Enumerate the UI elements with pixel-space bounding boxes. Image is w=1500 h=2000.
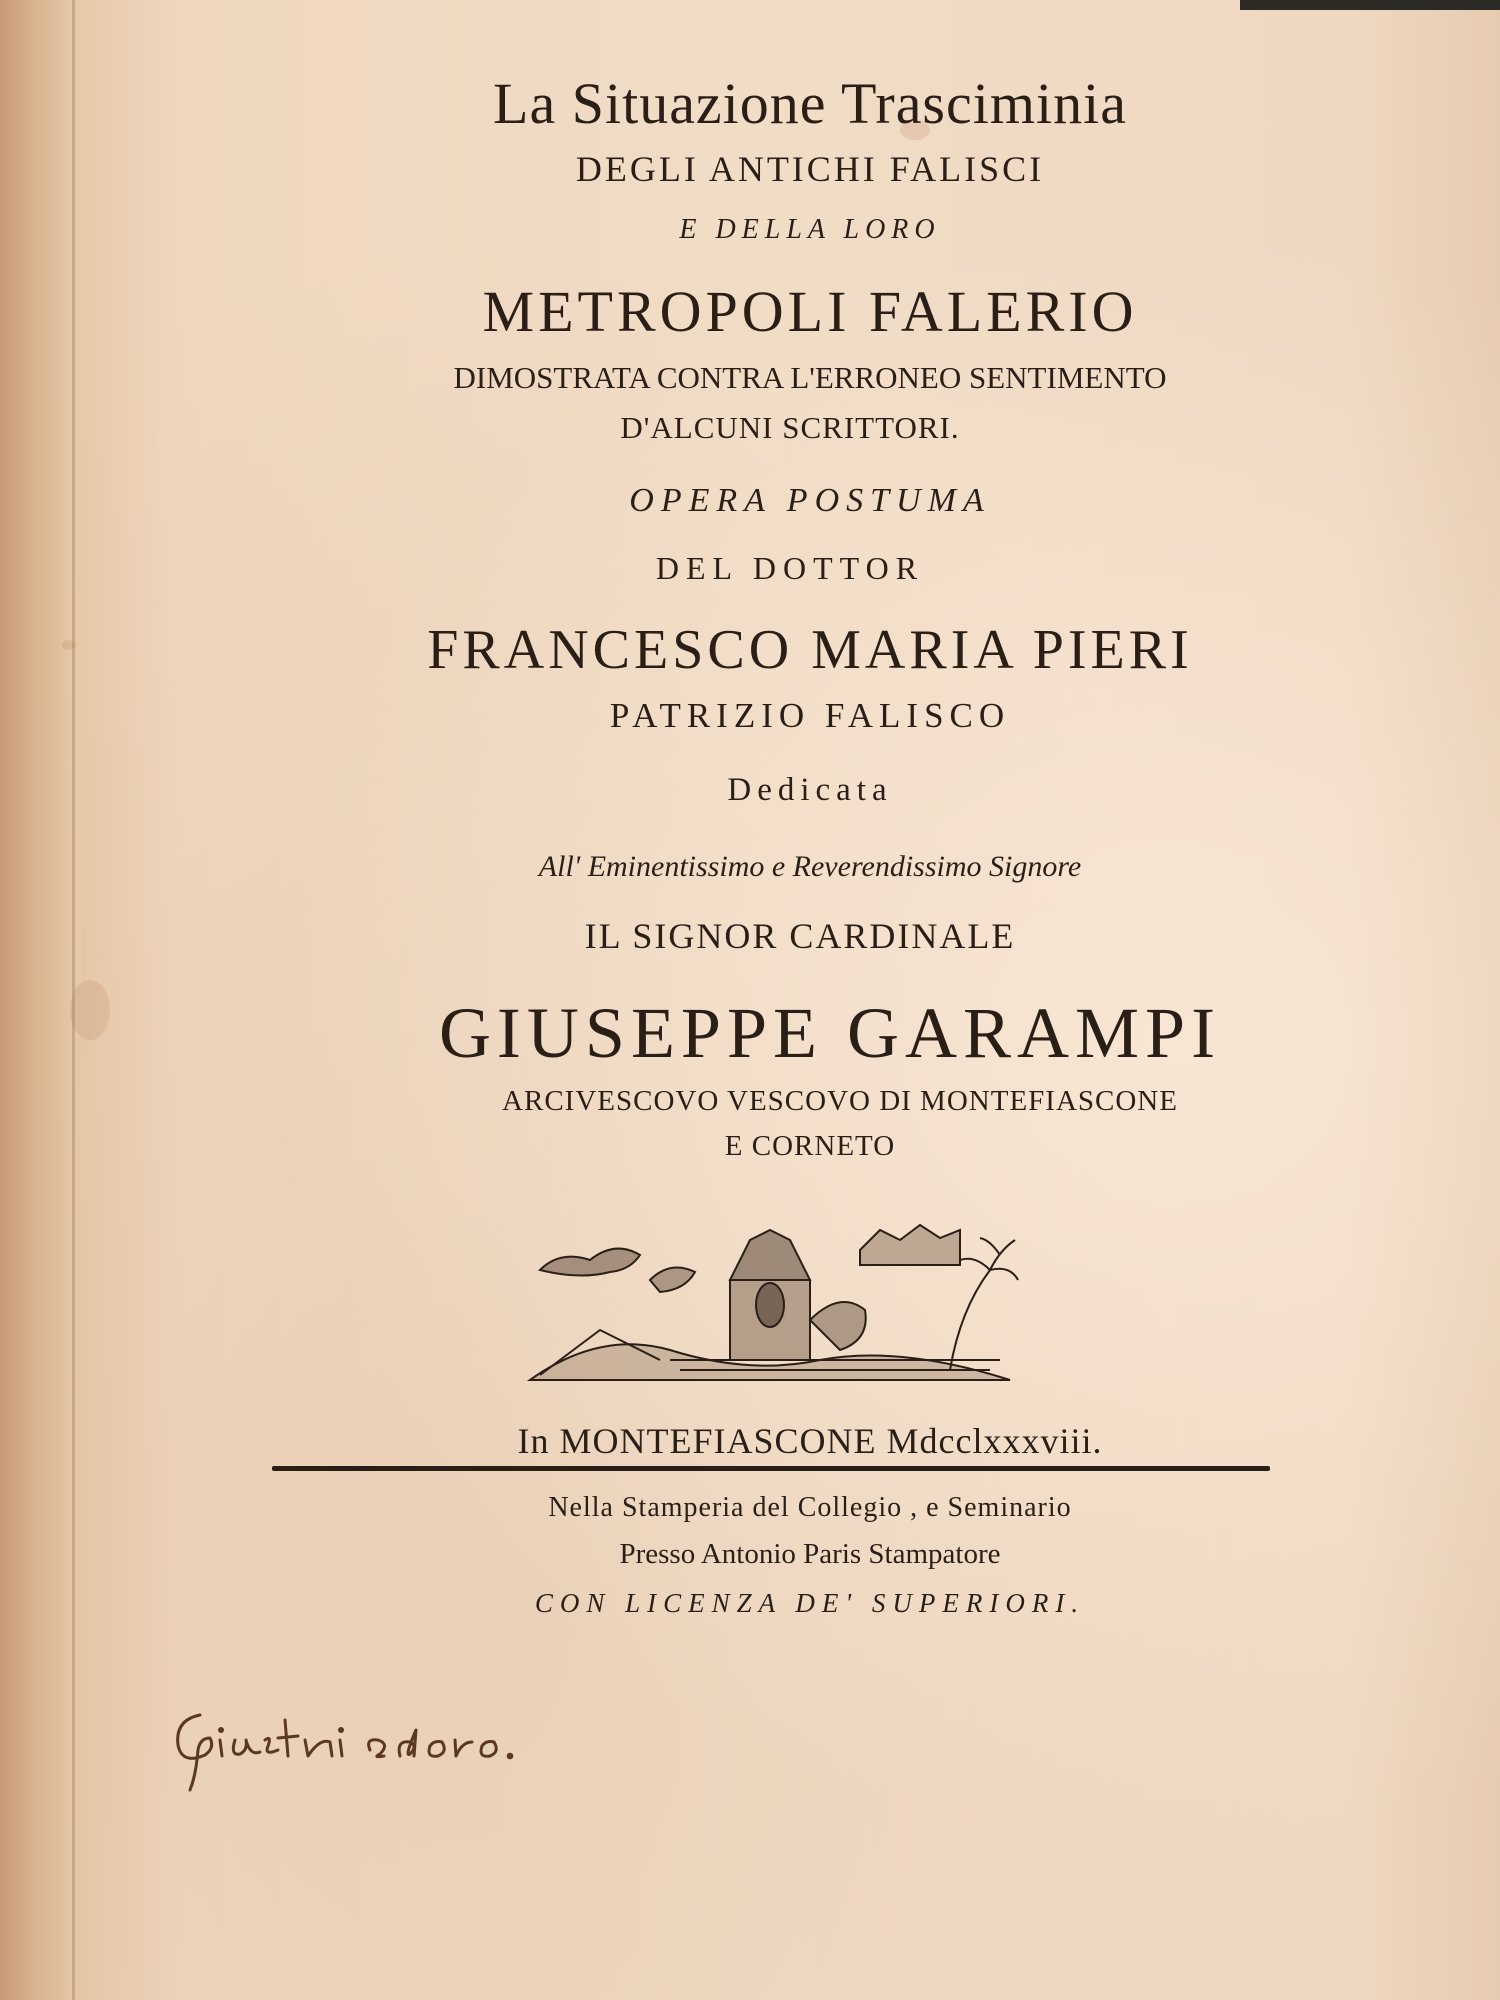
woodcut-vignette <box>520 1210 1020 1390</box>
dedicatee-office: ARCIVESCOVO VESCOVO DI MONTEFIASCONE <box>502 1085 1178 1117</box>
title-line-5: DIMOSTRATA CONTRA L'ERRONEO SENTIMENTO <box>453 360 1167 395</box>
title-line-3: E DELLA LORO <box>679 214 941 245</box>
author-intro: DEL DOTTOR <box>655 550 925 586</box>
author-title: PATRIZIO FALISCO <box>609 696 1011 735</box>
background-corner <box>1240 0 1500 10</box>
imprint-rule <box>272 1466 1270 1471</box>
printer-line: Nella Stamperia del Collegio , e Seminario <box>548 1492 1072 1523</box>
title-line-6: D'ALCUNI SCRITTORI. <box>620 410 960 445</box>
imprint-place-date: In MONTEFIASCONE Mdcclxxxviii. <box>517 1421 1103 1461</box>
dedication-intro: Dedicata <box>727 772 893 808</box>
license-line: CON LICENZA DE' SUPERIORI. <box>534 1588 1086 1618</box>
printer-name: Presso Antonio Paris Stampatore <box>619 1538 1001 1570</box>
book-title: La Situazione Trasciminia <box>493 71 1127 136</box>
title-line-2: DEGLI ANTICHI FALISCI <box>575 149 1045 189</box>
dedication-honorific: All' Eminentissimo e Reverendissimo Signore <box>538 850 1082 883</box>
dedicatee-name: GIUSEPPE GARAMPI <box>438 993 1222 1073</box>
work-note: OPERA POSTUMA <box>629 482 991 519</box>
dedicatee-office-2: E CORNETO <box>724 1130 896 1162</box>
author-name: FRANCESCO MARIA PIERI <box>427 619 1193 681</box>
title-line-4: METROPOLI FALERIO <box>482 279 1138 344</box>
dedicatee-rank: IL SIGNOR CARDINALE <box>584 916 1016 956</box>
handwritten-signature <box>160 1690 580 1800</box>
